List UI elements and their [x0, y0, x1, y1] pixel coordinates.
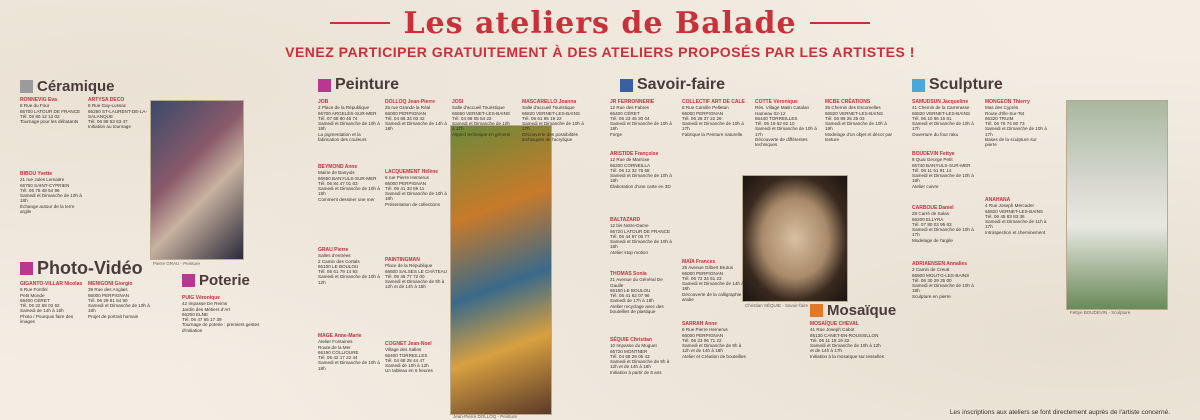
- artist-name: ARISTIDE Françoise: [610, 151, 659, 157]
- footer-note: Les inscriptions aux ateliers se font directement auprès de l'artiste concerné.: [949, 409, 1170, 416]
- artist-name: PAINTINGMAN: [385, 257, 420, 263]
- artist-name: JOB: [318, 99, 329, 105]
- artist-name: GIGANTO-VILLAR Nicolas: [20, 281, 83, 287]
- artist-name: ADRIAENSEN Annalies: [912, 261, 968, 267]
- artist-details: Rés. Village Matin Catalan Hameau 02-12 66440 TORREILLES Tél. 06 19 52 62 10 Samedi et Dimanche de 10h à 17h Découverte de différentes techniques: [755, 105, 817, 148]
- artist-name: SAMUDSUN Jacqueline: [912, 99, 969, 105]
- category-square-icon: [20, 80, 33, 93]
- artist-details: 41 Chemin de la Carrerasse 66820 VERNET-LES-BAINS Tél. 06 10 66 15 61 Samedi et Dimanche de 10h à 17h Ouverture du four raku: [912, 105, 974, 137]
- artist-name: PUIG Véronique: [182, 295, 221, 301]
- artist-entry: [385, 100, 449, 132]
- artist-entry: [755, 100, 819, 148]
- sculpture-photo-boudevin: [1066, 100, 1168, 310]
- category-square-icon: [182, 274, 195, 287]
- artist-details: 8 Rue Gay-Lussac 66250 ST-LAURENT-DE-LA-SALANQUE Tél. 06 89 53 63 47 Initiation au tournage: [88, 103, 147, 130]
- artist-details: 8 Quai George Petit 66740 BANYULS-SUR-MER Tél. 06 11 51 91 14 Samedi et Dimanche de 10h à 18h Atelier cuivre: [912, 157, 974, 189]
- artist-name: COGNET Jean-Noel: [385, 341, 432, 347]
- artist-details: 8 Rue du Four 66700 LATOUR DE FRANCE Tél. 06 80 12 13 02 Tournage pour les débutants: [20, 103, 81, 125]
- artist-name: BOUDEVIN Fettye: [912, 151, 955, 157]
- artist-entry: [610, 218, 674, 255]
- artist-name: THOMAS Sonia: [610, 271, 647, 277]
- artist-entry: [610, 338, 674, 375]
- category-square-icon: [810, 304, 823, 317]
- artist-name: SÉQUIE Christian: [610, 337, 652, 343]
- artist-entry: [825, 100, 895, 142]
- category-label: Mosaïque: [827, 302, 897, 319]
- artist-name: SARRAH Anne: [682, 321, 718, 327]
- artist-name: BIBOU Yvette: [20, 171, 53, 177]
- category-square-icon: [318, 79, 331, 92]
- artist-details: Salle d'accueil Touristique 66650 VERNET-LES-BAINS Tél. 04 68 05 54 22 Samedi et Dimanche de 10h à 17h Aspect technique en général: [452, 105, 511, 137]
- category-peinture: [318, 76, 399, 94]
- artist-name: MOSAÏQUE CHEVAL: [810, 321, 859, 327]
- artist-entry: [610, 152, 674, 189]
- artist-entry: [912, 100, 976, 137]
- category-savoir-faire: [620, 76, 725, 94]
- artist-entry: [682, 260, 746, 302]
- photo-caption: Christian SÉQUIE - Savoir-faire: [745, 303, 809, 308]
- artist-entry: [810, 322, 885, 359]
- category-square-icon: [912, 79, 925, 92]
- artist-details: 8 Rue Fontfel Petit Monde 66400 CÉRET Tél. 06 22 68 02 62 Samedi de 14h à 16h Photo / Pourquoi faire des images: [20, 287, 74, 325]
- artist-entry: [385, 342, 449, 374]
- artist-details: 25 rue Grande la Réal 66000 PERPIGNAN Tél. 04 68 34 03 42 Samedi et Dimanche de 14h à 18h: [385, 105, 447, 132]
- artist-entry: [318, 334, 382, 371]
- photo-caption: Fettye BOUDEVIN - Sculpture: [1070, 310, 1131, 315]
- category-label: Sculpture: [929, 76, 1003, 93]
- artist-entry: [318, 248, 382, 285]
- painting-photo-grau: [150, 100, 244, 260]
- artist-details: Place de la République 66600 SALSES LE CHÂTEAU Tél. 06 46 77 72 00 Samedi et Dimanche de 9h à 12h et de 14h à 18h: [385, 263, 448, 290]
- plate-photo-sequie: [742, 175, 848, 302]
- artist-name: MENIGONI Giorgio: [88, 281, 133, 287]
- artist-entry: [985, 198, 1049, 235]
- artist-entry: [20, 172, 84, 214]
- artist-details: 12 Rue de Marroxe 66200 CORNEILLA Tél. 06 12 32 75 68 Samedi et Dimanche de 10h à 18h Élaboration d'une carte en 3D: [610, 157, 672, 189]
- artist-entry: [318, 165, 382, 202]
- artist-details: 2 Camin de Creu6 66500 MOLITG-LES-BAINS Tél. 06 30 29 35 00 Samedi et Dimanche de 10h à 18h Sculpture en pierre: [912, 267, 974, 299]
- artist-name: ANAHANA: [985, 197, 1011, 203]
- artist-details: 42 Impasse De Reims Jardin des Métiers d'Art 66200 ELNE Tél. 06 47 65 17 39 Tournage de poterie : premiers gestes d'initiation: [182, 301, 260, 333]
- artist-name: BALTAZARD: [610, 217, 641, 223]
- page-title: Les ateliers de Balade: [403, 6, 797, 41]
- artist-entry: [318, 100, 382, 142]
- artist-details: Salle d'accueil Touristique 66820 VERNET-LES-BAINS Tél. 06 61 95 19 22 Samedi et Dimanche de 10h à 17h Découverte des possibilités techniques de l'acrylique: [522, 105, 584, 143]
- artist-entry: [912, 152, 976, 189]
- artist-entry: [912, 206, 976, 243]
- artist-name: COLLECTIF ART DE CALE: [682, 99, 745, 105]
- artist-details: 6 Rue Pierre Hemerus 66000 PERPIGNAN Tél. 06 23 06 71 22 Samedi et Dimanche de 9h à 12h et de 14h à 18h Atelier et Création de bouteilles: [682, 327, 746, 359]
- artist-details: 21 Avenue du Général De Gaulle 66160 LE BOULOU Tél. 06 41 62 07 96 Samedi de 17h à 18h Atelier recyclage avec des bouteilles de plastique: [610, 277, 664, 315]
- category-sculpture: [912, 76, 1003, 94]
- artist-entry: [385, 258, 449, 290]
- artist-details: 6 rue Pierre Hemerus 66000 PERPIGNAN Tél. 06 41 33 59 11 Samedi et Dimanche de 10h à 18h Présentation de collections: [385, 175, 447, 207]
- photo-caption: Jean-Pierre DOLLOQ - Peinture: [453, 414, 518, 419]
- artist-details: 10 Impasse du Muguet 66720 MONTNER Tél. 04 68 29 05 43 Samedi et Dimanche de 9h à 12h et de 14h à 18h Initiation à partir de 8 ans: [610, 343, 670, 375]
- artist-entry: [912, 262, 976, 299]
- artist-entry: [182, 296, 262, 333]
- page-subtitle: VENEZ PARTICIPER GRATUITEMENT À DES ATELIERS PROPOSÉS PAR LES ARTISTES !: [285, 44, 915, 60]
- artist-name: GRAU Pierre: [318, 247, 349, 253]
- artist-details: Salles d'entrées 2 Camin des Cortals 66100 LE BOULOU Tél. 06 61 79 14 93 Samedi et Dimanche de 10h à 12h: [318, 253, 380, 285]
- artist-name: MAÏA Frances: [682, 259, 716, 265]
- artist-details: Mas des Cyprès Route d'Ille-Sur-Tet 66320 TRUIM Tél. 06 76 74 80 73 Samedi et Dimanche de 10h à 17h Bases de la sculpture sur pierre: [985, 105, 1047, 148]
- artist-entry: [20, 282, 84, 324]
- artist-entry: [985, 100, 1049, 148]
- artist-details: 35 Chemin des Escomelles 66820 VERNET-LES-BAINS Tél. 06 89 25 25 03 Samedi et Dimanche de 10h à 19h Modelage d'un objet et décor par texture: [825, 105, 893, 143]
- artist-details: 4 Rue Joseph Mercader 66820 VERNET-LES-BAINS Tél. 06 45 83 83 36 Samedi et Dimanche de 11h à 17h Introspection et cheminement: [985, 203, 1047, 235]
- artist-details: Village des Salles 66400 TORREILLES Tél. 04 68 28 44 47 Samedi de 10h à 12h Un tableau en 6 heures: [385, 347, 433, 374]
- artist-name: JR FERRONNERIE: [610, 99, 655, 105]
- artist-details: 21 rue Jules Lemaitre 66750 SAINT-CYPRIEN Tél. 06 75 48 54 96 Samedi et Dimanche de 10h à 18h Échange autour de la terre argile: [20, 177, 82, 215]
- artist-name: MAGE Anne-Marie: [318, 333, 362, 339]
- artist-entry: [522, 100, 592, 142]
- category-label: Céramique: [37, 78, 115, 95]
- category-label: Peinture: [335, 76, 400, 93]
- artist-details: 8 Rue Camille Pelletan 66000 PERPIGNAN Tél. 06 26 37 22 26 Samedi et Dimanche de 10h à 17h Fabrique la Peinture naturelle: [682, 105, 744, 137]
- artist-details: 2 Place de la République 66700 ARGELÈS-SUR-MER Tél. 07 68 80 45 74 Samedi et Dimanche de 10h à 18h La pigmentation et la fabrication des couleurs: [318, 105, 380, 143]
- artist-details: 12 Rue des Fabres 66400 CÉRET Tél. 06 23 45 30 04 Samedi et Dimanche de 10h à 18h Forge: [610, 105, 672, 137]
- artist-entry: [682, 100, 746, 137]
- category-square-icon: [620, 79, 633, 92]
- artist-details: 39 Rue des Anglais 66000 PERPIGNAN Tél. 06 29 81 64 90 Samedi et Dimanche de 10h à 18h Projet de portrait humain: [88, 287, 150, 319]
- artist-name: JOSI: [452, 99, 464, 105]
- artist-entry: [610, 272, 674, 314]
- photo-caption: Pierre GRAU - Peinture: [153, 261, 201, 266]
- artist-entry: [385, 170, 449, 207]
- artist-name: BEYMOND Anne: [318, 164, 358, 170]
- category-ceramique: [20, 78, 115, 95]
- artist-details: Atelier Fontaines Route de la Mer 66190 COLLIOURE Tél. 06 42 17 22 44 Samedi et Dimanche de 10h à 18h: [318, 339, 380, 371]
- category-poterie: [182, 272, 250, 289]
- artist-entry: [452, 100, 512, 137]
- artist-name: MCBE CRÉATIONS: [825, 99, 871, 105]
- category-label: Photo-Vidéo: [37, 258, 143, 278]
- artist-name: MONGEON Thierry: [985, 99, 1030, 105]
- artist-details: 41 Rue Joseph Cabot 66130 CANET-EN-ROUSSILLON Tél. 06 11 18 19 32 Samedi et Dimanche de 10h à 12h et de 14h à 17h Initiation à la mosaïque sur tesselles: [810, 327, 885, 359]
- artist-details: Mairie de Banyuls 66650 BANYULS-SUR-MER Tél. 06 84 47 01 63 Samedi et Dimanche de 10h à 18h Comment dessiner une mer: [318, 170, 380, 202]
- artist-name: RONNEVIG Eva: [20, 97, 57, 103]
- artist-name: ARTYSA DECO: [88, 97, 125, 103]
- artist-entry: [20, 98, 84, 124]
- artist-entry: [88, 282, 152, 319]
- artist-entry: [610, 100, 674, 137]
- artist-details: 28 Carré de Salas 66200 ELLYRA Tél. 07 80 03 95 63 Samedi et Dimanche de 10h à 17h Modelage de l'argile: [912, 211, 974, 243]
- artist-name: CARBOUE Daniel: [912, 205, 954, 211]
- category-mosaique: [810, 302, 896, 319]
- artist-entry: [88, 98, 152, 130]
- artist-name: COTTE Véronique: [755, 99, 798, 105]
- category-photo: [20, 258, 143, 279]
- category-label: Savoir-faire: [637, 76, 726, 93]
- painting-photo-dolloq: [450, 125, 552, 415]
- artist-name: LACQUEMENT Hélène: [385, 169, 439, 175]
- category-label: Poterie: [199, 272, 250, 289]
- category-square-icon: [20, 262, 33, 275]
- artist-name: MASCARELLO Joanna: [522, 99, 577, 105]
- artist-name: DOLLOQ Jean-Pierre: [385, 99, 436, 105]
- artist-details: 25 Avenue Gilbert Brutus 66000 PERPIGNAN Tél. 06 72 34 51 23 Samedi et Dimanche de 14h à 18h Découverte de la calligraphie arabe: [682, 265, 744, 303]
- artist-entry: [682, 322, 746, 359]
- artist-details: 12 bis Notre-Dame 66720 LATOUR DE FRANCE Tél. 06 44 87 06 77 Samedi et Dimanche de 10h à 18h Atelier stop motion: [610, 223, 672, 255]
